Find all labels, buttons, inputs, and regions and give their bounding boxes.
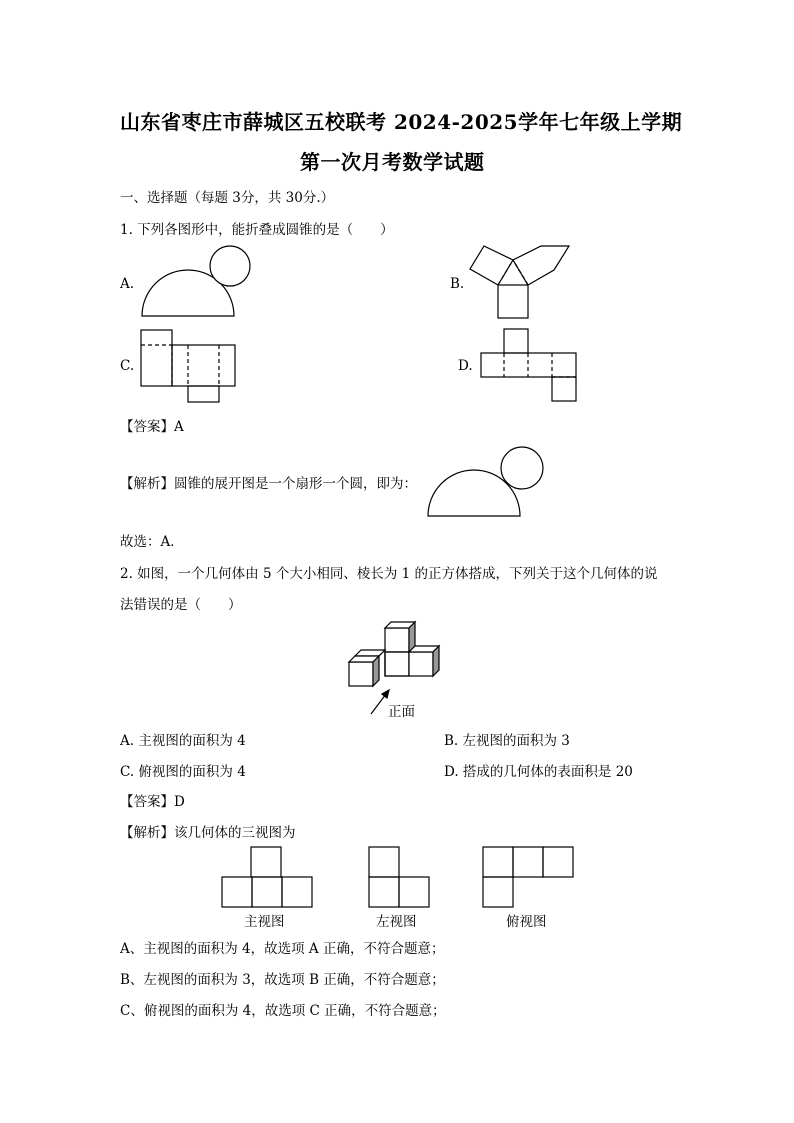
q1-option-b-label: B. bbox=[450, 276, 465, 292]
q1-option-c-label: C. bbox=[120, 358, 135, 374]
page-title-line1: 山东省枣庄市薛城区五校联考 2024-2025学年七年级上学期 bbox=[120, 110, 683, 134]
q2-top-view-label: 俯视图 bbox=[506, 914, 547, 930]
page-title-line2: 第一次月考数学试题 bbox=[300, 150, 485, 174]
q1-analysis: 【解析】圆锥的展开图是一个扇形一个圆，即为： bbox=[120, 476, 417, 492]
q2-front-view bbox=[221, 846, 314, 908]
q2-front-view-label: 主视图 bbox=[244, 914, 285, 930]
q1-option-b-figure bbox=[470, 243, 572, 321]
q2-front-label: 正面 bbox=[388, 704, 415, 720]
q2-explain-a: A、主视图的面积为 4，故选项 A 正确，不符合题意； bbox=[120, 941, 445, 957]
q1-stem: 1. 下列各图形中，能折叠成圆锥的是（ ） bbox=[120, 222, 394, 238]
q1-option-a-label: A. bbox=[120, 276, 135, 292]
q2-left-view bbox=[368, 846, 432, 908]
q2-explain-c: C、俯视图的面积为 4，故选项 C 正确，不符合题意； bbox=[120, 1003, 446, 1019]
q1-option-c-figure bbox=[140, 329, 240, 405]
q2-option-a: A. 主视图的面积为 4 bbox=[120, 733, 246, 749]
q2-stem-line1: 2. 如图，一个几何体由 5 个大小相同、棱长为 1 的正方体搭成，下列关于这个几何体的说 bbox=[120, 566, 658, 582]
section-heading: 一、选择题（每题 3分，共 30分.） bbox=[120, 190, 335, 206]
q1-conclusion: 故选：A． bbox=[120, 534, 184, 550]
q2-analysis: 【解析】该几何体的三视图为 bbox=[120, 825, 296, 841]
q2-left-view-label: 左视图 bbox=[376, 914, 417, 930]
q2-option-b: B. 左视图的面积为 3 bbox=[444, 733, 570, 749]
q1-option-d-figure bbox=[480, 328, 578, 404]
q1-analysis-figure bbox=[426, 446, 546, 518]
q2-explain-b: B、左视图的面积为 3，故选项 B 正确，不符合题意； bbox=[120, 972, 445, 988]
q2-option-c: C. 俯视图的面积为 4 bbox=[120, 764, 246, 780]
q1-option-d-label: D. bbox=[458, 358, 473, 374]
q2-top-view bbox=[482, 846, 575, 908]
q1-answer: 【答案】A bbox=[120, 419, 184, 435]
q2-stem-line2: 法错误的是（ ） bbox=[120, 597, 242, 613]
q1-option-a-figure bbox=[140, 246, 255, 318]
q2-answer: 【答案】D bbox=[120, 794, 185, 810]
q2-option-d: D. 搭成的几何体的表面积是 20 bbox=[444, 764, 633, 780]
